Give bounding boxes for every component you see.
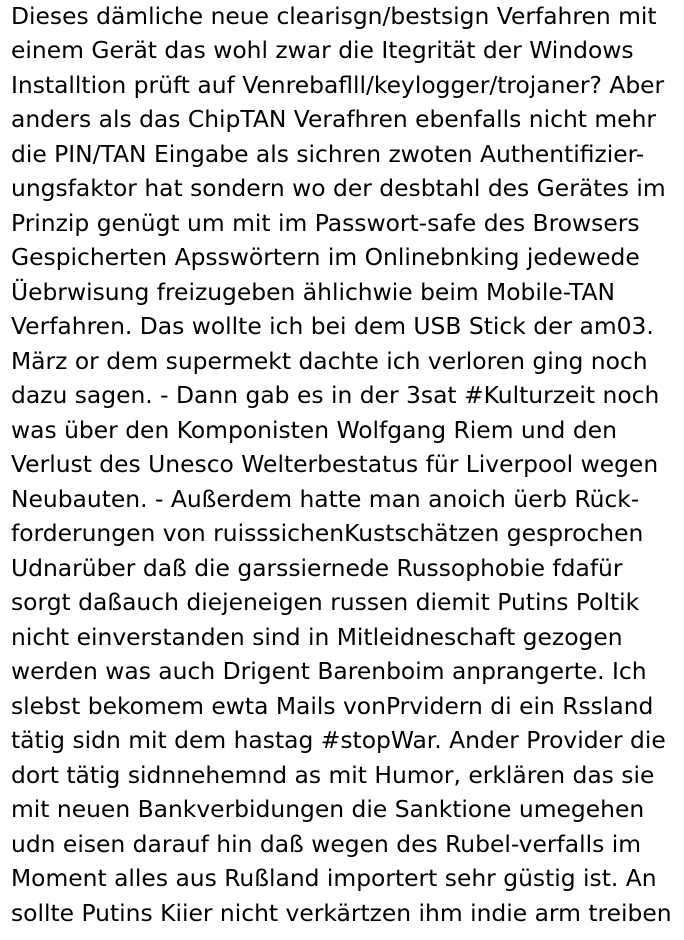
text-line: Neubauten. - Außerdem hatte man anoich üerb Rück- xyxy=(11,485,640,513)
text-line: werden was auch Drigent Barenboim anprangerte. Ich xyxy=(11,657,647,685)
text-line: dazu sagen. - Dann gab es in der 3sat #Kulturzeit noch xyxy=(11,381,660,409)
text-line: mit neuen Bankverbidungen die Sanktione umegehen xyxy=(11,795,645,823)
document-page xyxy=(11,0,681,940)
text-line: anders als das ChipTAN Verafhren ebenfalls nicht mehr xyxy=(11,105,657,133)
text-line: Prinzip genügt um mit im Passwort-safe des Browsers xyxy=(11,209,640,237)
text-line: Udnarüber daß die garssiernede Russophobie fdafür xyxy=(11,554,623,582)
text-line: März or dem supermekt dachte ich verloren ging noch xyxy=(11,347,648,375)
text-line: Moment alles aus Rußland importert sehr güstig ist. An xyxy=(11,864,657,892)
text-line: ungsfaktor hat sondern wo der desbtahl des Gerätes im xyxy=(11,174,666,202)
text-line: udn eisen darauf hin daß wegen des Rubel-verfalls im xyxy=(11,830,641,858)
text-line: tätig sidn mit dem hastag #stopWar. Ander Provider die xyxy=(11,726,666,754)
text-line: Dieses dämliche neue clearisgn/bestsign Verfahren mit xyxy=(11,2,657,30)
text-line: Installtion prüft auf Venrebaflll/keylogger/trojaner? Aber xyxy=(11,71,665,99)
text-line: forderungen von ruisssichenKustschätzen gesprochen xyxy=(11,519,644,547)
text-line: dort tätig sidnnehemnd as mit Humor, erklären das sie xyxy=(11,761,655,789)
text-line: einem Gerät das wohl zwar die Itegrität der Windows xyxy=(11,36,634,64)
text-line: Verlust des Unesco Welterbestatus für Liverpool wegen xyxy=(11,450,659,478)
text-line: nicht einverstanden sind in Mitleidneschaft gezogen xyxy=(11,623,623,651)
text-line: Verfahren. Das wollte ich bei dem USB Stick der am03. xyxy=(11,312,654,340)
text-line: Üebrwisung freizugeben ählichwie beim Mobile-TAN xyxy=(11,278,616,306)
text-line: slebst bekomem ewta Mails vonPrvidern di ein Rssland xyxy=(11,692,654,720)
text-line: sorgt daßauch diejeneigen russen diemit Putins Poltik xyxy=(11,588,640,616)
text-line: die PIN/TAN Eingabe als sichren zwoten Authentifizier- xyxy=(11,140,645,168)
text-line: was über den Komponisten Wolfgang Riem und den xyxy=(11,416,617,444)
text-line: Gespicherten Apsswörtern im Onlinebnking jedewede xyxy=(11,243,640,271)
text-line: sollte Putins Kiier nicht verkärtzen ihm indie arm treiben xyxy=(11,899,672,927)
